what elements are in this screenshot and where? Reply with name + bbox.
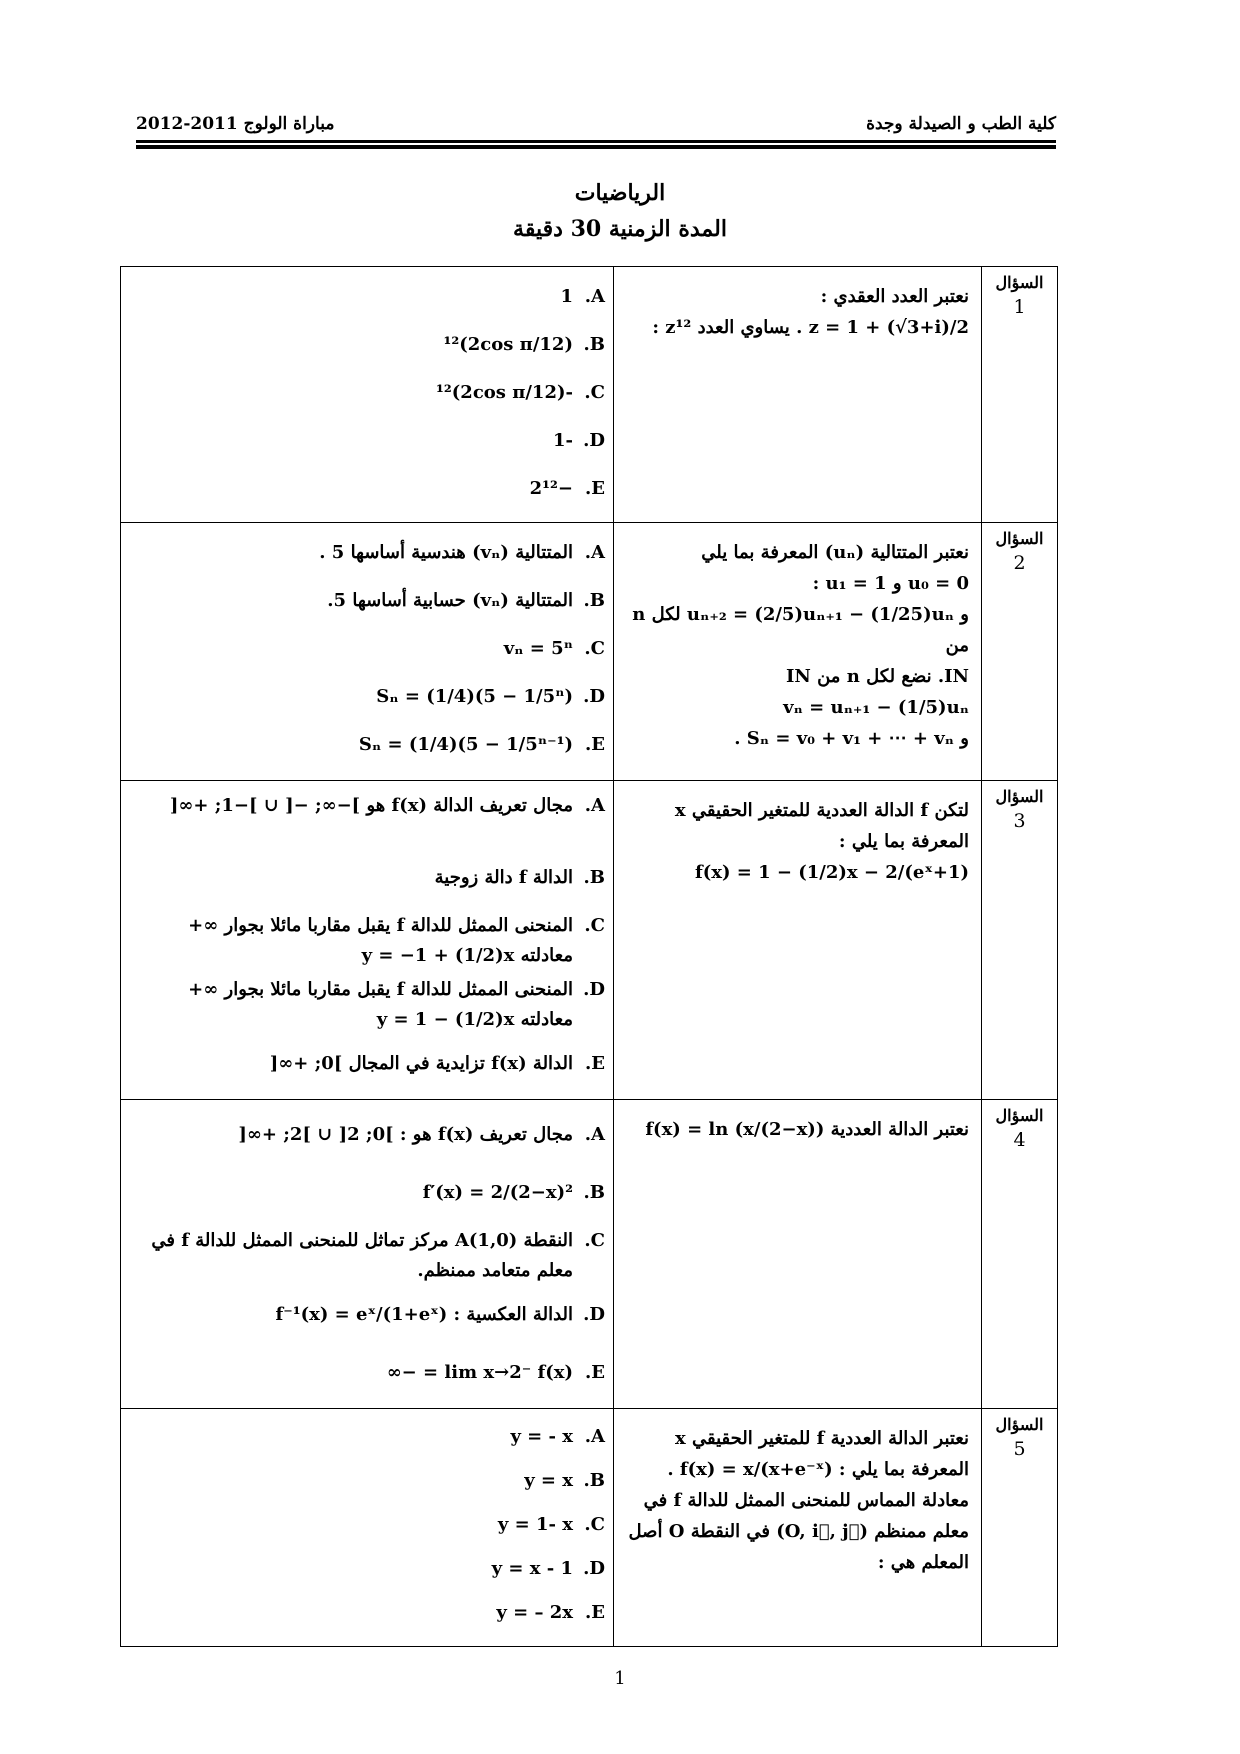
option-letter: A. — [584, 286, 605, 307]
subject-title: الرياضيات — [574, 180, 666, 206]
answer-option[interactable] — [131, 1106, 605, 1164]
question-stem — [614, 523, 982, 781]
stem-line: و uₙ₊₂ = (2/5)uₙ₊₁ − (1/25)uₙ لكل n من — [632, 604, 969, 656]
option-letter: C. — [584, 382, 605, 403]
option-text: المتتالية (vₙ) حسابية أساسها 5. — [327, 590, 573, 611]
option-text: -1 — [552, 430, 573, 451]
option-text: y = – 2x — [496, 1602, 573, 1623]
option-text: Sₙ = (1/4)(5 − 1/5ⁿ) — [376, 686, 573, 707]
option-letter: E. — [584, 1602, 605, 1623]
option-letter: D. — [583, 979, 605, 1000]
answer-option[interactable] — [131, 1591, 605, 1635]
option-text: Sₙ = (1/4)(5 − 1/5ⁿ⁻¹) — [358, 734, 573, 755]
stem-line: المعلم هي : — [877, 1552, 969, 1573]
exam-title: مباراة الولوج 2011-2012 — [136, 114, 335, 134]
answer-option[interactable] — [131, 577, 605, 625]
answer-option[interactable] — [131, 369, 605, 417]
option-letter: E. — [584, 478, 605, 499]
answer-option[interactable] — [131, 465, 605, 513]
answer-option[interactable] — [131, 1415, 605, 1459]
answer-option[interactable] — [131, 849, 605, 907]
stem-line: u₀ = 0 و u₁ = 1 : — [812, 573, 969, 594]
stem-line: نعتبر الدالة العددية f(x) = ln (x/(2−x)) — [645, 1119, 969, 1140]
header-rule-thick — [136, 145, 1056, 149]
question-number-cell — [982, 523, 1058, 781]
page-number: 1 — [614, 1668, 626, 1689]
option-letter: C. — [584, 1514, 605, 1535]
answer-option[interactable] — [131, 971, 605, 1035]
answer-option[interactable] — [131, 529, 605, 577]
option-text: الدالة f(x) تزايدية في المجال ]0; +∞[ — [269, 1053, 573, 1074]
option-text: النقطة A(1,0) مركز تماثل للمنحنى الممثل للدالة f في معلم متعامد ممنظم. — [151, 1230, 573, 1281]
question-number-cell — [982, 267, 1058, 523]
question-number: 3 — [1013, 810, 1026, 832]
stem-line: vₙ = uₙ₊₁ − (1/5)uₙ — [783, 697, 969, 718]
answer-option[interactable] — [131, 673, 605, 721]
stem-line: و Sₙ = v₀ + v₁ + ⋯ + vₙ . — [734, 728, 969, 749]
answer-options — [121, 1409, 614, 1647]
option-letter: D. — [583, 686, 605, 707]
stem-line: نعتبر المتتالية (uₙ) المعرفة بما يلي — [701, 542, 969, 563]
stem-line: IN. نضع لكل n من IN — [785, 666, 969, 687]
stem-line: z = 1 + (√3+i)/2 . يساوي العدد z¹² : — [652, 317, 969, 338]
option-letter: E. — [584, 1362, 605, 1383]
option-letter: B. — [583, 1182, 605, 1203]
header-rule — [136, 140, 1056, 143]
answer-option[interactable] — [131, 273, 605, 321]
stem-line: المعرفة بما يلي : f(x) = x/(x+e⁻ˣ) . — [667, 1459, 969, 1480]
question-number-cell — [982, 1409, 1058, 1647]
option-letter: D. — [583, 430, 605, 451]
option-text: الدالة العكسية : f⁻¹(x) = eˣ/(1+eˣ) — [275, 1304, 573, 1325]
option-text: (2cos π/12)¹² — [443, 334, 573, 355]
option-text: -(2cos π/12)¹² — [435, 382, 573, 403]
answer-option[interactable] — [131, 907, 605, 971]
answer-option[interactable] — [131, 417, 605, 465]
question-row — [121, 523, 1058, 781]
question-label: السؤال — [995, 273, 1044, 292]
option-letter: E. — [584, 1053, 605, 1074]
option-text: lim x→2⁻ f(x) = −∞ — [386, 1362, 573, 1383]
option-letter: A. — [584, 795, 605, 816]
option-text: المنحنى الممثل للدالة f يقبل مقاربا مائلا بجوار ∞+ معادلته y = 1 − (1/2)x — [188, 979, 573, 1030]
question-label: السؤال — [995, 1106, 1044, 1125]
question-stem — [614, 1409, 982, 1647]
question-number: 5 — [1013, 1438, 1026, 1460]
answer-options — [121, 1100, 614, 1409]
option-text: y = 1- x — [497, 1514, 573, 1535]
option-text: f′(x) = 2/(2−x)² — [422, 1182, 573, 1203]
question-number: 2 — [1013, 552, 1026, 574]
option-text: y = x - 1 — [491, 1558, 573, 1579]
stem-line: نعتبر العدد العقدي : — [820, 286, 969, 307]
answer-option[interactable] — [131, 1164, 605, 1222]
question-row — [121, 781, 1058, 1100]
option-letter: B. — [583, 867, 605, 888]
option-letter: C. — [584, 1230, 605, 1251]
question-stem — [614, 267, 982, 523]
option-letter: D. — [583, 1304, 605, 1325]
stem-line: نعتبر الدالة العددية f للمتغير الحقيقي x — [674, 1428, 969, 1449]
answer-options — [121, 523, 614, 781]
questions-table — [120, 266, 1058, 1647]
option-text: vₙ = 5ⁿ — [503, 638, 573, 659]
question-number: 1 — [1013, 296, 1026, 318]
question-number-cell — [982, 781, 1058, 1100]
option-text: مجال تعريف f(x) هو : ]0; 2[ ∪ ]2; +∞[ — [238, 1124, 573, 1145]
question-stem — [614, 1100, 982, 1409]
option-letter: B. — [583, 590, 605, 611]
stem-line: لتكن f الدالة العددية للمتغير الحقيقي x — [674, 800, 969, 821]
answer-option[interactable] — [131, 1035, 605, 1093]
stem-line: f(x) = 1 − (1/2)x − 2/(eˣ+1) — [694, 862, 969, 883]
answer-option[interactable] — [131, 321, 605, 369]
option-text: المتتالية (vₙ) هندسية أساسها 5 . — [319, 542, 573, 563]
duration-title: المدة الزمنية 30 دقيقة — [513, 216, 727, 242]
stem-line: المعرفة بما يلي : — [838, 831, 969, 852]
answer-options — [121, 781, 614, 1100]
institution-name: كلية الطب و الصيدلة وجدة — [866, 114, 1056, 134]
question-label: السؤال — [995, 1415, 1044, 1434]
option-text: y = - x — [510, 1426, 573, 1447]
option-text: المنحنى الممثل للدالة f يقبل مقاربا مائلا بجوار ∞+ معادلته y = −1 + (1/2)x — [188, 915, 573, 966]
question-row — [121, 1100, 1058, 1409]
answer-option[interactable] — [131, 1344, 605, 1402]
option-letter: A. — [584, 1426, 605, 1447]
option-text: −2¹² — [529, 478, 573, 499]
question-number-cell — [982, 1100, 1058, 1409]
option-letter: E. — [584, 734, 605, 755]
answer-option[interactable] — [131, 1222, 605, 1286]
question-label: السؤال — [995, 529, 1044, 548]
option-letter: A. — [584, 1124, 605, 1145]
answer-option[interactable] — [131, 721, 605, 769]
stem-line: معلم ممنظم (O, i⃗, j⃗) في النقطة O أصل — [628, 1521, 969, 1542]
answer-options — [121, 267, 614, 523]
answer-option[interactable] — [131, 1286, 605, 1344]
option-letter: C. — [584, 915, 605, 936]
question-number: 4 — [1013, 1129, 1026, 1151]
answer-option[interactable] — [131, 1459, 605, 1503]
option-text: y = x — [524, 1470, 573, 1491]
answer-option[interactable] — [131, 1547, 605, 1591]
option-text: 1 — [560, 286, 573, 307]
option-letter: D. — [583, 1558, 605, 1579]
stem-line: معادلة المماس للمنحنى الممثل للدالة f في — [643, 1490, 969, 1511]
question-row — [121, 267, 1058, 523]
question-label: السؤال — [995, 787, 1044, 806]
option-text: مجال تعريف الدالة f(x) هو ]−∞; −[ ∪ ]−1; +∞[ — [169, 795, 573, 816]
page-header — [136, 110, 1056, 152]
option-letter: B. — [583, 334, 605, 355]
answer-option[interactable] — [131, 625, 605, 673]
question-stem — [614, 781, 982, 1100]
option-text: الدالة f دالة زوجية — [434, 867, 573, 888]
answer-option[interactable] — [131, 787, 605, 849]
option-letter: A. — [584, 542, 605, 563]
question-row — [121, 1409, 1058, 1647]
option-letter: C. — [584, 638, 605, 659]
option-letter: B. — [583, 1470, 605, 1491]
answer-option[interactable] — [131, 1503, 605, 1547]
